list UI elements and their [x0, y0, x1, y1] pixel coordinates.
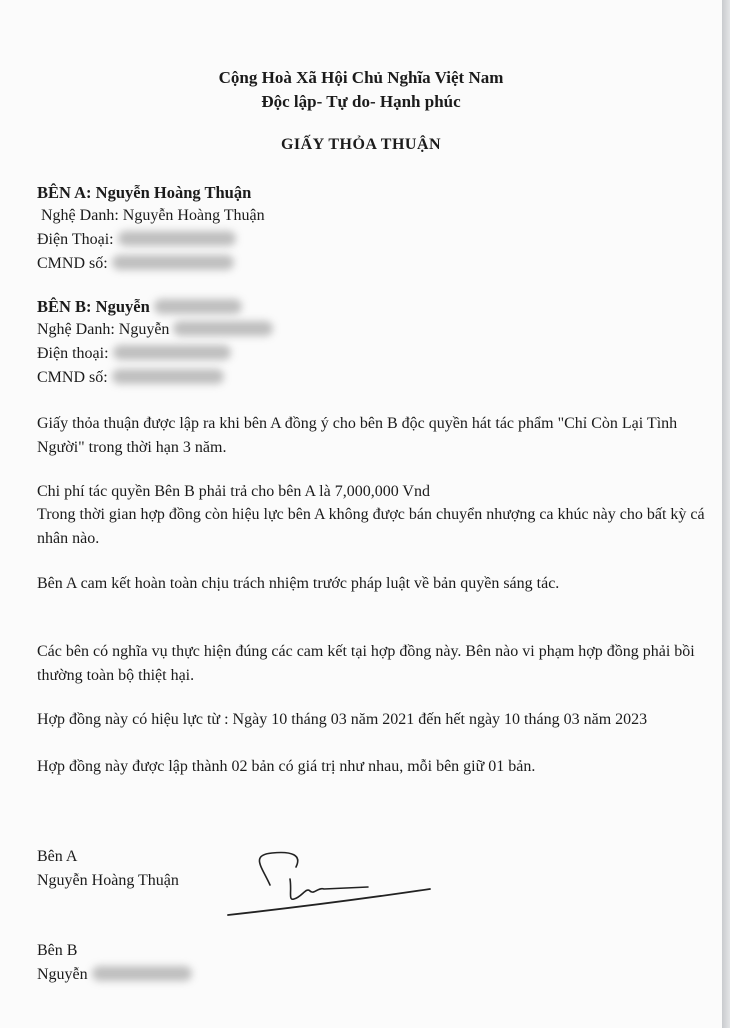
transfer-clause: Trong thời gian hợp đồng còn hiệu lực bên A không được bán chuyển nhượng ca khúc này cho bất kỳ cá nhân nào. — [37, 506, 705, 547]
national-slogan: Độc lập- Tự do- Hạnh phúc — [261, 92, 461, 111]
party-b-sign-name — [37, 966, 192, 984]
redacted-id — [112, 369, 224, 384]
party-b-phone — [37, 345, 231, 363]
party-a-heading: BÊN A: Nguyễn Hoàng Thuận — [37, 183, 252, 202]
obligation-clause: Các bên có nghĩa vụ thực hiện đúng các cam kết tại hợp đồng này. Bên nào vi phạm hợp đồng phải bồi thường toàn bộ thiệt hại. — [37, 643, 695, 684]
party-a-phone — [37, 231, 236, 249]
party-b-sign-name-text: Nguyễn — [37, 966, 88, 983]
document-title: GIẤY THỎA THUẬN — [280, 136, 442, 153]
party-b-heading-text: BÊN B: Nguyễn — [37, 297, 150, 316]
redacted-phone — [118, 231, 236, 246]
party-b-stage-name-text: Nghệ Danh: Nguyễn — [37, 321, 170, 338]
copyright-clause: Bên A cam kết hoàn toàn chịu trách nhiệm trước pháp luật về bản quyền sáng tác. — [37, 575, 560, 592]
party-b-id-label: CMND số: — [37, 369, 108, 386]
validity-clause: Hợp đồng này có hiệu lực từ : Ngày 10 tháng 03 năm 2021 đến hết ngày 10 tháng 03 năm 2023 — [37, 711, 648, 728]
redacted-id — [112, 255, 234, 270]
party-b-sign-label: Bên B — [37, 942, 78, 959]
redacted-stage-name — [173, 321, 273, 336]
handwritten-signature — [222, 843, 437, 923]
party-a-sign-name: Nguyễn Hoàng Thuận — [37, 872, 179, 889]
fee-clause: Chi phí tác quyền Bên B phải trả cho bên A là 7,000,000 Vnd — [37, 483, 430, 500]
national-motto: Cộng Hoà Xã Hội Chủ Nghĩa Việt Nam — [218, 68, 504, 87]
party-b-heading — [37, 297, 242, 317]
party-b-id — [37, 369, 224, 387]
agreement-clause: Giấy thỏa thuận được lập ra khi bên A đồng ý cho bên B độc quyền hát tác phẩm "Chỉ Còn Lại Tình Người" trong thời hạn 3 năm. — [37, 415, 678, 456]
redacted-name — [92, 966, 192, 981]
party-a-sign-label: Bên A — [37, 848, 78, 865]
page-edge — [722, 0, 730, 1028]
party-a-stage-name: Nghệ Danh: Nguyễn Hoàng Thuận — [41, 207, 265, 224]
party-b-phone-label: Điện thoại: — [37, 345, 109, 362]
redacted-name — [154, 299, 242, 314]
redacted-phone — [113, 345, 231, 360]
party-a-phone-label: Điện Thoại: — [37, 231, 114, 248]
party-a-id — [37, 255, 234, 273]
party-a-id-label: CMND số: — [37, 255, 108, 272]
party-b-stage-name — [37, 321, 273, 339]
copies-clause: Hợp đồng này được lập thành 02 bản có giá trị như nhau, mỗi bên giữ 01 bản. — [37, 758, 536, 775]
